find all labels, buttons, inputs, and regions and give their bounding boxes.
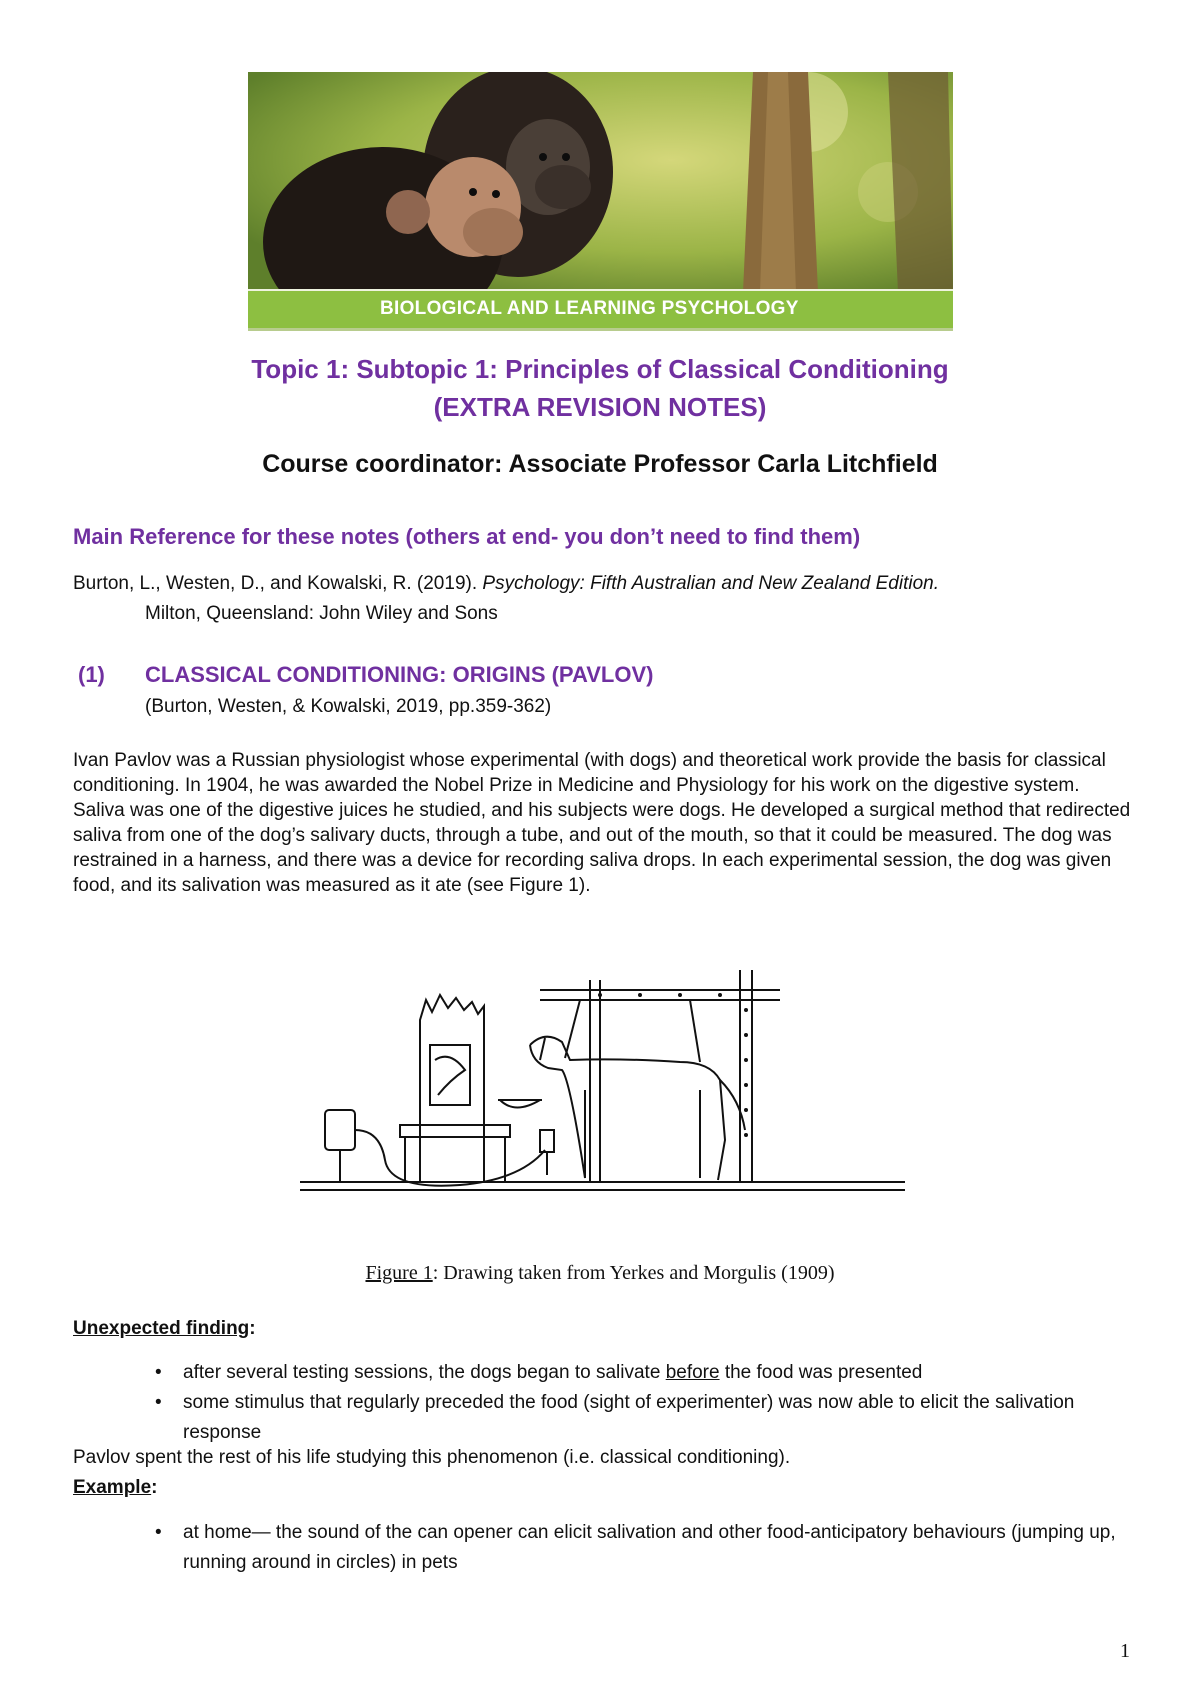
pavlov-apparatus-figure bbox=[300, 950, 905, 1218]
list-item bbox=[73, 1358, 1133, 1388]
unexpected-finding-colon: : bbox=[249, 1318, 256, 1339]
example-heading bbox=[73, 1475, 157, 1500]
main-reference-heading: Main Reference for these notes (others at end- you don’t need to find them) bbox=[73, 524, 861, 549]
reference-citation-authors: Burton, L., Westen, D., and Kowalski, R. (2019). bbox=[73, 573, 483, 594]
course-coordinator: Course coordinator: Associate Professor Carla Litchfield bbox=[262, 450, 938, 478]
banner-title: BIOLOGICAL AND LEARNING PSYCHOLOGY bbox=[380, 298, 799, 319]
section-number: (1) bbox=[78, 662, 105, 687]
bullet-emphasis: before bbox=[665, 1362, 720, 1383]
reference-citation-title: Psychology: Fifth Australian and New Zealand Edition. bbox=[482, 573, 939, 594]
banner-underline bbox=[248, 328, 953, 331]
pavlov-paragraph: Ivan Pavlov was a Russian physiologist whose experimental (with dogs) and theoretical work provide the basis for classical conditioning. In 1904, he was awarded the Nobel Prize in Medicine and Physiology for his work on the digestive system. Saliva was one of the digestive juices he studied, and his subjects were dogs. He developed a surgical method that redirected saliva from one of the dog’s salivary ducts, through a tube, and out of the mouth, so that it could be measured. The dog was restrained in a harness, and there was a device for recording saliva drops. In each experimental session, the dog was given food, and its salivation was measured as it ate (see Figure 1). bbox=[73, 750, 1131, 896]
page-number: 1 bbox=[1120, 1640, 1130, 1662]
unexpected-finding-label: Unexpected finding bbox=[73, 1318, 250, 1339]
example-colon: : bbox=[151, 1477, 158, 1498]
bullet-text: after several testing sessions, the dogs began to salivate bbox=[183, 1362, 666, 1383]
reference-citation bbox=[73, 571, 939, 596]
section-title: CLASSICAL CONDITIONING: ORIGINS (PAVLOV) bbox=[145, 662, 654, 687]
topic-title: Topic 1: Subtopic 1: Principles of Classical Conditioning bbox=[251, 354, 949, 384]
topic-subtitle: (EXTRA REVISION NOTES) bbox=[433, 392, 767, 422]
unexpected-finding-list bbox=[73, 1358, 1133, 1448]
reference-publisher: Milton, Queensland: John Wiley and Sons bbox=[145, 603, 498, 624]
section-citation: (Burton, Westen, & Kowalski, 2019, pp.359-362) bbox=[145, 696, 552, 717]
header-banner bbox=[248, 72, 953, 328]
pavlov-summary: Pavlov spent the rest of his life studying this phenomenon (i.e. classical conditioning). bbox=[73, 1447, 791, 1468]
bullet-text-end: the food was presented bbox=[719, 1362, 923, 1383]
banner-strip bbox=[248, 289, 953, 328]
example-list bbox=[73, 1518, 1133, 1578]
list-item: • some stimulus that regularly preceded the food (sight of experimenter) was now able to elicit the salivation response bbox=[73, 1388, 1133, 1448]
list-item: • at home— the sound of the can opener can elicit salivation and other food-anticipatory behaviours (jumping up, running around in circles) in pets bbox=[73, 1518, 1133, 1578]
figure-label: Figure 1 bbox=[365, 1262, 433, 1284]
chimpanzee-photo bbox=[248, 72, 953, 292]
figure-caption bbox=[0, 1262, 1200, 1285]
figure-caption-text: : Drawing taken from Yerkes and Morgulis (1909) bbox=[432, 1262, 835, 1284]
unexpected-finding-heading bbox=[73, 1316, 256, 1341]
example-label: Example bbox=[73, 1477, 152, 1498]
